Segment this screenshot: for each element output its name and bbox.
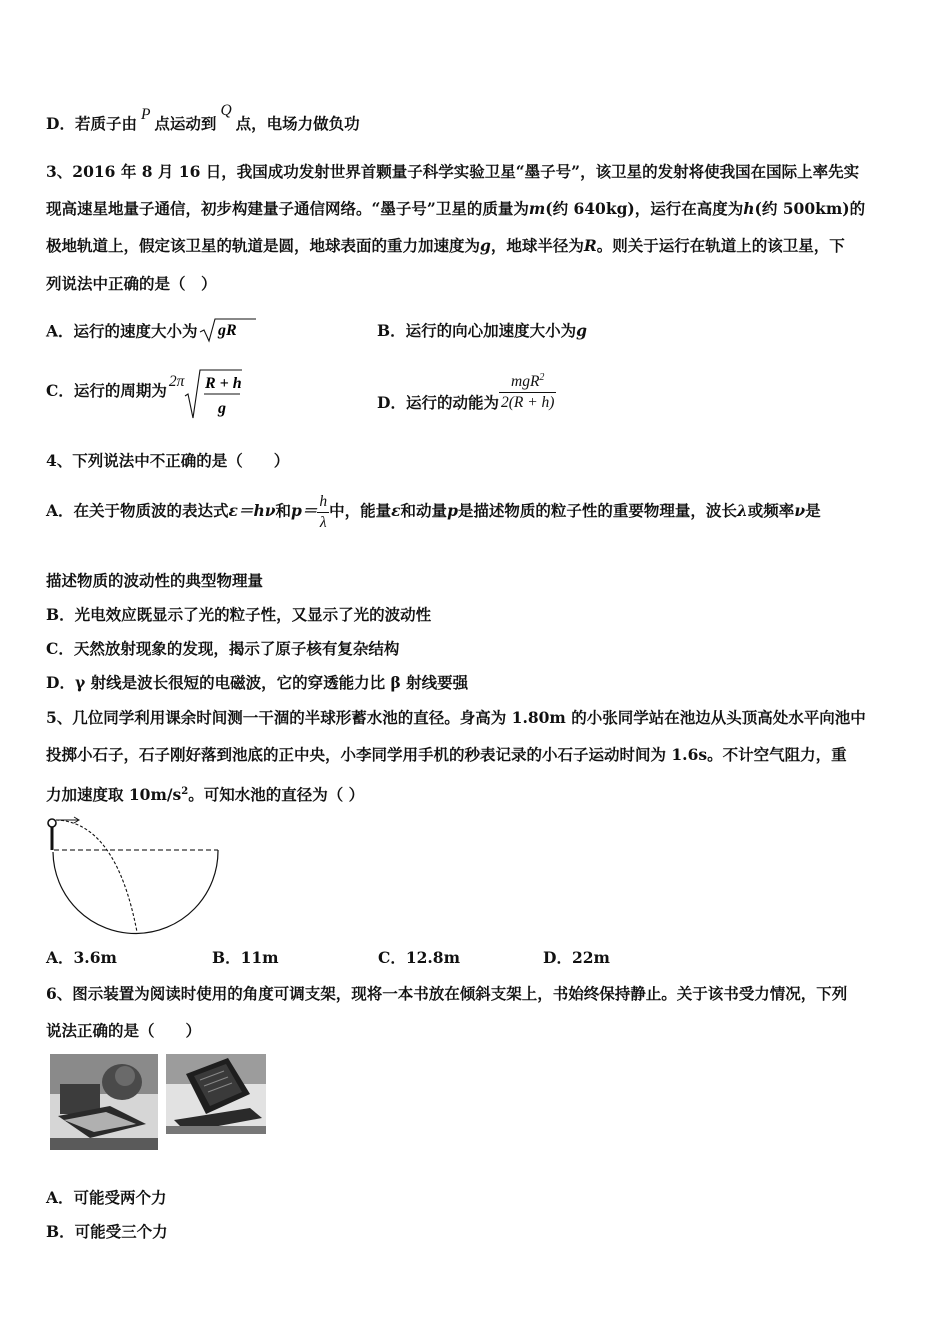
q4-a-pp: p	[447, 501, 458, 520]
q3-line1: 3、2016 年 8 月 16 日，我国成功发射世界首颗量子科学实验卫星“墨子号”，该卫星的发射将使我国在国际上率先实	[46, 162, 860, 181]
q3-line2a: 现高速星地量子通信，初步构建量子通信网络。“墨子号”卫星的质量为	[46, 199, 529, 218]
q3-line2b: (约 640kg)，运行在高度为	[545, 199, 744, 218]
q4-a-eq1: ε＝hν	[228, 501, 276, 520]
q4-a2: 中，能量	[329, 501, 392, 520]
q3-d-sup: 2	[539, 372, 545, 383]
q4-a1: A．在关于物质波的表达式	[46, 501, 229, 520]
q3-option-d	[377, 370, 556, 415]
q4-a-den: λ	[319, 513, 327, 531]
q3-line2	[46, 199, 865, 219]
q3-line3	[46, 236, 845, 256]
q5-line2: 投掷小石子，石子刚好落到池底的正中央，小李同学用手机的秒表记录的小石子运动时间为 1.6s。不计空气阻力，重	[46, 745, 847, 764]
q4-a-lam: λ	[736, 501, 748, 520]
q3-c-label: C．运行的周期为	[46, 381, 167, 400]
q2d-end: 点，电场力做负功	[235, 114, 360, 133]
q4-a-nu: ν	[794, 501, 806, 520]
q4-a-and: 和	[275, 501, 291, 520]
q5-line3sup: 2	[181, 786, 189, 797]
q5-option-b: B．11m	[212, 948, 279, 967]
q3-c-den: g	[218, 400, 227, 417]
q3-d-num-wrap	[499, 368, 557, 393]
q3-c-coef: 2π	[168, 373, 185, 390]
q4-a-num: h	[317, 492, 329, 513]
q3-option-a	[46, 317, 258, 348]
q3-d-label: D．运行的动能为	[377, 392, 499, 412]
hemisphere-pool-diagram	[44, 814, 226, 938]
sqrt-sign-icon	[198, 317, 258, 348]
q3-line4: 列说法中正确的是（ ）	[46, 274, 217, 293]
q2d-p: P	[140, 106, 151, 123]
q5-option-d: D．22m	[543, 948, 610, 967]
q5-line1: 5、几位同学利用课余时间测一干涸的半球形蓄水池的直径。身高为 1.80m 的小张同学站在池边从头顶高处水平向池中	[46, 708, 866, 727]
q2d-q: Q	[220, 102, 232, 119]
q4-option-d: D．γ 射线是波长很短的电磁波，它的穿透能力比 β 射线要强	[46, 673, 469, 692]
stone-trajectory	[56, 820, 137, 932]
reading-stand-photo-1	[50, 1054, 158, 1150]
q3-option-b	[377, 321, 587, 341]
q3-b-label: B．运行的向心加速度大小为	[377, 321, 577, 340]
q4-a3: 和动量	[400, 501, 448, 520]
q3-line2c: (约 500km)的	[754, 199, 866, 218]
q5-option-a: A．3.6m	[46, 948, 117, 967]
q5-line3a: 力加速度取 10m/s	[46, 785, 182, 805]
q3-d-fraction	[499, 368, 557, 413]
q3-option-c	[46, 368, 244, 420]
q5-line3b: 。可知水池的直径为（ ）	[188, 785, 365, 805]
q4-option-c: C．天然放射现象的发现，揭示了原子核有复杂结构	[46, 639, 400, 658]
q5-line3	[46, 782, 364, 805]
q3-a-label: A．运行的速度大小为	[46, 321, 198, 341]
hemisphere-arc	[53, 850, 218, 934]
q6-line1: 6、图示装置为阅读时使用的角度可调支架，现将一本书放在倾斜支架上，书始终保持静止。关于该书受力情况，下列	[46, 984, 848, 1003]
q3-b-expr: g	[576, 321, 587, 340]
q6-option-a: A．可能受两个力	[46, 1188, 167, 1207]
q3-d-num: mgR	[511, 373, 540, 391]
q3-r: R	[583, 236, 597, 255]
sqrt-fraction-icon	[184, 368, 244, 420]
q4-option-a	[46, 487, 821, 535]
q3-line3b: ，地球半径为	[490, 236, 584, 255]
q4-a-p: p＝	[291, 501, 318, 520]
q3-line3a: 极地轨道上，假定该卫星的轨道是圆，地球表面的重力加速度为	[46, 236, 481, 255]
person-head-icon	[48, 819, 56, 827]
q2d-label: D．若质子由	[46, 114, 137, 133]
q3-line3c: 。则关于运行在轨道上的该卫星，下	[596, 236, 845, 255]
q3-m: m	[528, 199, 546, 218]
q4-a4: 是描述物质的粒子性的重要物理量，波长	[457, 501, 737, 520]
q2-option-d	[46, 102, 360, 135]
q4-option-a-cont: 描述物质的波动性的典型物理量	[46, 571, 264, 590]
q4-stem: 4、下列说法中不正确的是（ ）	[46, 451, 290, 470]
q4-a-eps: ε	[391, 501, 401, 520]
q3-a-expr: gR	[217, 322, 237, 339]
q3-h: h	[743, 199, 755, 218]
q4-a-fraction	[317, 492, 329, 533]
q6-line2: 说法正确的是（ ）	[46, 1021, 202, 1040]
q6-option-b: B．可能受三个力	[46, 1222, 168, 1241]
q5-option-c: C．12.8m	[378, 948, 460, 967]
q3-c-num: R + h	[205, 375, 243, 392]
q4-a5: 或频率	[747, 501, 795, 520]
q3-g: g	[480, 236, 491, 255]
q4-option-b: B．光电效应既显示了光的粒子性，又显示了光的波动性	[46, 605, 432, 624]
reading-stand-photo-2	[166, 1054, 266, 1134]
q4-a6: 是	[805, 501, 821, 520]
q3-d-den: 2(R + h)	[500, 394, 555, 412]
q2d-mid: 点运动到	[154, 114, 217, 133]
